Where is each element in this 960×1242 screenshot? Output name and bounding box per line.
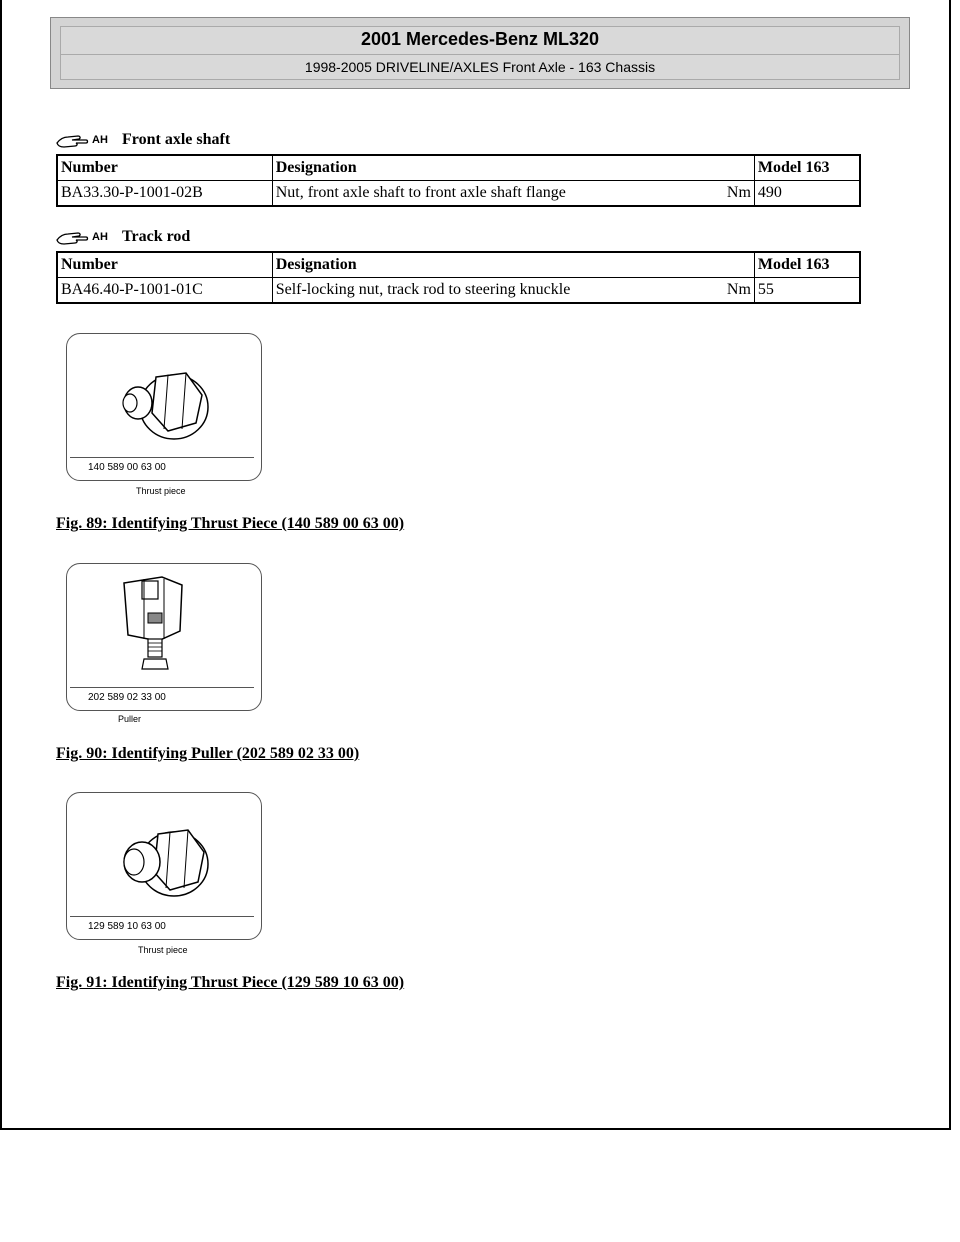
- column-header-designation: Designation: [272, 155, 754, 181]
- page-border-right: [949, 0, 951, 1130]
- pointing-hand-icon: [56, 131, 118, 149]
- cell-value: 490: [754, 181, 860, 207]
- header-panel: [60, 26, 900, 80]
- spec-table-track-rod: [56, 251, 861, 304]
- unit-text: Nm: [726, 281, 751, 298]
- svg-text:AH: AH: [92, 231, 108, 243]
- part-number-label: 202 589 02 33 00: [88, 692, 166, 703]
- column-header-designation: Designation: [272, 252, 754, 278]
- thrust-piece-icon: [116, 812, 216, 912]
- cell-number: BA46.40-P-1001-01C: [57, 278, 272, 304]
- section-heading-text: Track rod: [122, 228, 191, 245]
- table-header-row: [57, 155, 860, 181]
- header-title: 2001 Mercedes-Benz ML320: [360, 29, 600, 49]
- page-border-bottom: [0, 1128, 951, 1130]
- svg-text:AH: AH: [92, 134, 108, 146]
- section-heading-front-axle-shaft: [56, 131, 230, 149]
- figure-caption: Puller: [118, 714, 142, 724]
- table-header-row: [57, 252, 860, 278]
- cell-designation: [272, 278, 754, 304]
- document-header: [50, 17, 910, 89]
- page-border-left: [0, 0, 2, 1130]
- figure-puller-202: [66, 563, 262, 731]
- designation-text: Nut, front axle shaft to front axle shaft flange: [275, 184, 566, 201]
- column-header-number: Number: [57, 252, 272, 278]
- section-heading-track-rod: [56, 228, 190, 246]
- cell-designation: [272, 181, 754, 207]
- header-divider: [61, 54, 899, 55]
- figure-caption: Thrust piece: [136, 486, 186, 496]
- puller-icon: [114, 571, 194, 679]
- cell-number: BA33.30-P-1001-02B: [57, 181, 272, 207]
- column-header-model: Model 163: [754, 155, 860, 181]
- figure-title-91: Fig. 91: Identifying Thrust Piece (129 589 10 63 00): [56, 974, 405, 991]
- column-header-number: Number: [57, 155, 272, 181]
- figure-thrust-piece-140: [66, 333, 262, 501]
- column-header-model: Model 163: [754, 252, 860, 278]
- table-row: [57, 278, 860, 304]
- figure-thrust-piece-129: [66, 792, 262, 960]
- figure-title-89: Fig. 89: Identifying Thrust Piece (140 589 00 63 00): [56, 515, 405, 532]
- figure-title-90: Fig. 90: Identifying Puller (202 589 02 33 00): [56, 745, 360, 762]
- part-number-label: 129 589 10 63 00: [88, 921, 166, 932]
- section-heading-text: Front axle shaft: [122, 131, 231, 148]
- thrust-piece-icon: [116, 355, 216, 455]
- figure-caption: Thrust piece: [138, 945, 188, 955]
- part-number-label: 140 589 00 63 00: [88, 462, 166, 473]
- unit-text: Nm: [726, 184, 751, 201]
- designation-text: Self-locking nut, track rod to steering knuckle: [275, 281, 571, 298]
- pointing-hand-icon: [56, 228, 118, 246]
- spec-table-front-axle-shaft: [56, 154, 861, 207]
- table-row: [57, 181, 860, 207]
- cell-value: 55: [754, 278, 860, 304]
- header-subtitle: 1998-2005 DRIVELINE/AXLES Front Axle - 163 Chassis: [304, 59, 656, 75]
